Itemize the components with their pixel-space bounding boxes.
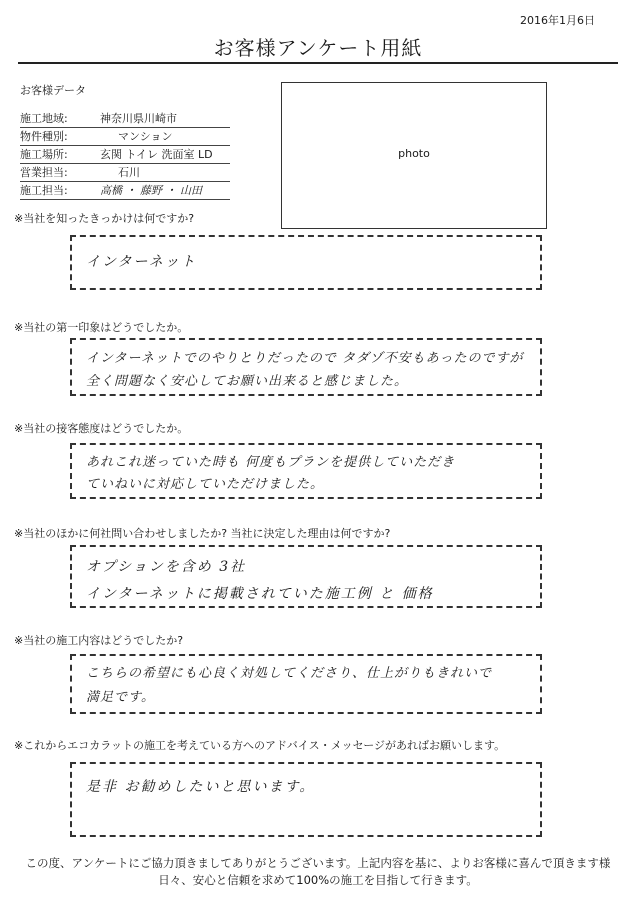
photo-label: photo (398, 147, 430, 160)
question-4: ※当社のほかに何社問い合わせしましたか? 当社に決定した理由は何ですか? (14, 527, 391, 540)
question-1: ※当社を知ったきっかけは何ですか? (14, 212, 195, 225)
answer-line: 満足です。 (86, 690, 155, 705)
answer-line: あれこれ迷っていた時も 何度もプランを提供していただき (86, 455, 456, 470)
table-row (20, 128, 230, 146)
survey-date: 2016年1月6日 (520, 14, 595, 27)
answer-line: インターネット (86, 254, 197, 270)
row-label: 営業担当: (20, 164, 100, 182)
photo-box (281, 82, 547, 229)
customer-data-heading: お客様データ (20, 84, 86, 97)
answer-box-4 (70, 545, 542, 608)
page-title: お客様アンケート用紙 (213, 36, 423, 60)
answer-box-5 (70, 654, 542, 714)
row-label: 施工場所: (20, 146, 100, 164)
customer-data-table (20, 110, 230, 200)
row-value: 玄関 トイレ 洗面室 LD (100, 146, 230, 164)
answer-box-3 (70, 443, 542, 499)
answer-line: オプションを含め 3社 (86, 559, 247, 575)
footer-line: この度、アンケートにご協力頂きましてありがとうございます。上記内容を基に、よりお客様に喜んで頂きます様 (25, 856, 611, 870)
title-underline (18, 62, 618, 64)
row-value: 石川 (100, 164, 230, 182)
row-label: 物件種別: (20, 128, 100, 146)
row-label: 施工地域: (20, 110, 100, 128)
answer-line: インターネットでのやりとりだったので タダゾ不安もあったのですが (86, 351, 524, 366)
question-2: ※当社の第一印象はどうでしたか。 (14, 321, 189, 334)
row-value: 神奈川県川崎市 (100, 110, 230, 128)
answer-line: インターネットに掲載されていた施工例 と 価格 (86, 586, 434, 602)
answer-line: 是非 お勧めしたいと思います。 (86, 779, 316, 795)
answer-box-1 (70, 235, 542, 290)
question-5: ※当社の施工内容はどうでしたか? (14, 634, 184, 647)
row-value: 高橋 ・ 藤野 ・ 山田 (100, 182, 230, 200)
answer-line: 全く問題なく安心してお願い出来ると感じました。 (86, 374, 409, 389)
question-6: ※これからエコカラットの施工を考えている方へのアドバイス・メッセージがあればお願いします。 (14, 739, 506, 752)
row-label: 施工担当: (20, 182, 100, 200)
question-3: ※当社の接客態度はどうでしたか。 (14, 422, 189, 435)
answer-box-2 (70, 338, 542, 396)
table-row (20, 164, 230, 182)
footer-line: 日々、安心と信頼を求めて100%の施工を目指して行きます。 (158, 873, 478, 887)
row-value: マンション (100, 128, 230, 146)
footer-message (0, 855, 636, 889)
table-row (20, 182, 230, 200)
table-row (20, 110, 230, 128)
answer-line: こちらの希望にも心良く対処してくださり、仕上がりもきれいで (86, 666, 493, 681)
answer-line: ていねいに対応していただけました。 (86, 477, 325, 492)
table-row (20, 146, 230, 164)
answer-box-6 (70, 762, 542, 837)
